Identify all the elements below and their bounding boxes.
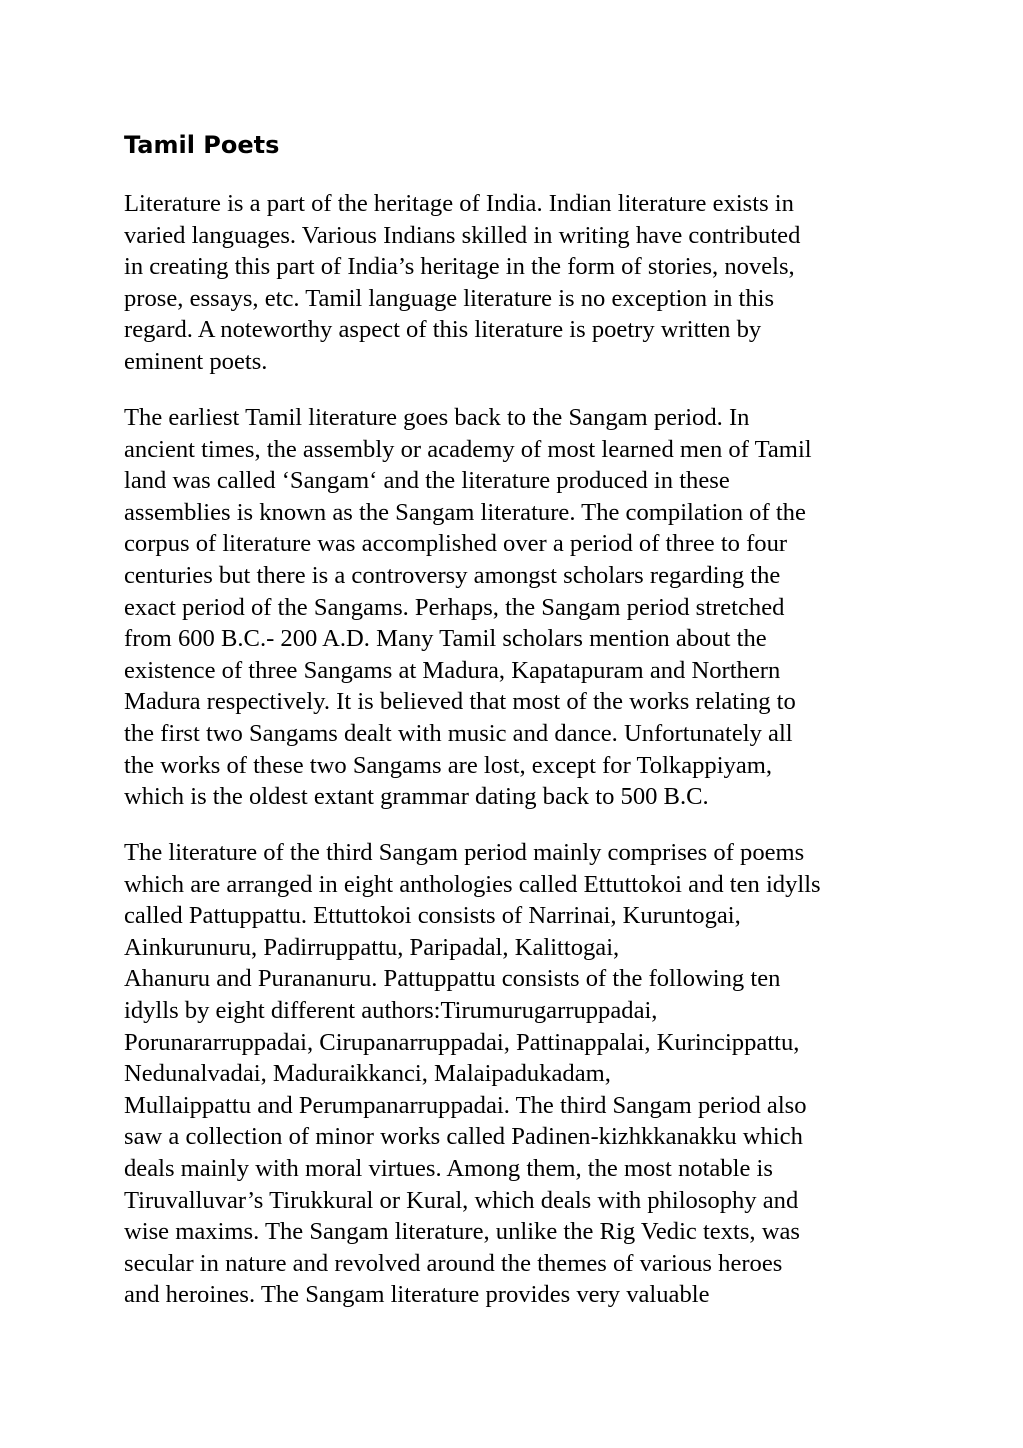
text-line: from 600 B.C.- 200 A.D. Many Tamil scholars mention about the (124, 625, 767, 653)
text-line: varied languages. Various Indians skilled in writing have contributed (124, 221, 801, 249)
text-line: called Pattuppattu. Ettuttokoi consists of Narrinai, Kuruntogai, (124, 902, 741, 930)
paragraph-sangam-period (124, 402, 812, 813)
text-line: regard. A noteworthy aspect of this literature is poetry written by (124, 316, 762, 344)
text-line: Ahanuru and Purananuru. Pattuppattu consists of the following ten (124, 965, 781, 993)
text-line: exact period of the Sangams. Perhaps, the Sangam period stretched (124, 593, 785, 621)
text-line: The literature of the third Sangam period mainly comprises of poems (124, 839, 805, 866)
text-line: the works of these two Sangams are lost, except for Tolkappiyam, (124, 751, 773, 779)
text-line: Madura respectively. It is believed that most of the works relating to (124, 688, 796, 716)
text-line: the first two Sangams dealt with music and dance. Unfortunately all (124, 719, 793, 747)
text-line: Mullaippattu and Perumpanarruppadai. The third Sangam period also (124, 1091, 807, 1119)
text-line: and heroines. The Sangam literature provides very valuable (124, 1281, 710, 1309)
text-line: The earliest Tamil literature goes back to the Sangam period. In (124, 404, 750, 431)
text-line: land was called ‘Sangam‘ and the literature produced in these (124, 467, 730, 495)
text-line: existence of three Sangams at Madura, Kapatapuram and Northern (124, 656, 781, 684)
text-line: Tiruvalluvar’s Tirukkural or Kural, which deals with philosophy and (124, 1186, 799, 1214)
text-line: which are arranged in eight anthologies called Ettuttokoi and ten idylls (124, 870, 821, 898)
text-line: assemblies is known as the Sangam literature. The compilation of the (124, 498, 806, 526)
text-line: Nedunalvadai, Maduraikkanci, Malaipadukadam, (124, 1060, 611, 1088)
text-line: Literature is a part of the heritage of India. Indian literature exists in (124, 190, 794, 217)
paragraph-intro (124, 188, 800, 378)
text-line: idylls by eight different authors:Tirumurugarruppadai, (124, 996, 658, 1024)
text-line: eminent poets. (124, 347, 268, 375)
text-line: which is the oldest extant grammar dating back to 500 B.C. (124, 783, 709, 811)
text-line: centuries but there is a controversy amongst scholars regarding the (124, 561, 781, 589)
text-line: Ainkurunuru, Padirruppattu, Paripadal, Kalittogai, (124, 933, 620, 961)
text-line: prose, essays, etc. Tamil language literature is no exception in this (124, 284, 775, 312)
text-line: corpus of literature was accomplished over a period of three to four (124, 530, 788, 558)
text-line: saw a collection of minor works called Padinen-kizhkkanakku which (124, 1123, 803, 1151)
text-line: in creating this part of India’s heritage in the form of stories, novels, (124, 253, 795, 281)
paragraph-third-sangam (124, 837, 821, 1311)
text-line: Porunararruppadai, Cirupanarruppadai, Pattinappalai, Kurincippattu, (124, 1028, 800, 1056)
text-line: wise maxims. The Sangam literature, unlike the Rig Vedic texts, was (124, 1218, 800, 1246)
text-line: deals mainly with moral virtues. Among them, the most notable is (124, 1154, 773, 1182)
text-line: secular in nature and revolved around the themes of various heroes (124, 1249, 783, 1277)
page-title: Tamil Poets (124, 131, 280, 159)
text-line: ancient times, the assembly or academy of most learned men of Tamil (124, 435, 812, 463)
